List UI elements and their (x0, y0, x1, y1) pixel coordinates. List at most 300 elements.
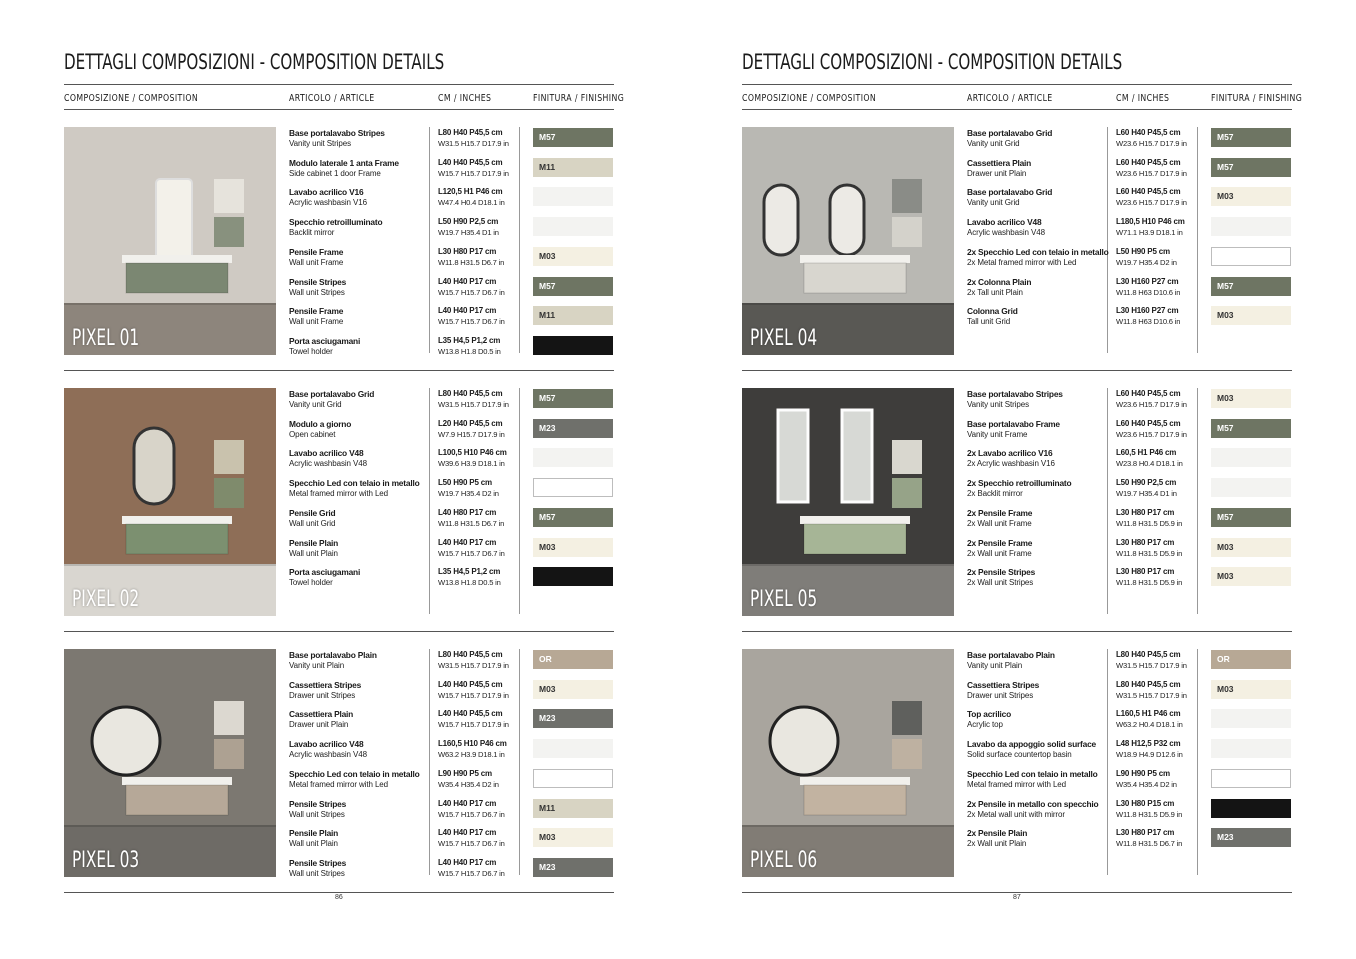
article-row (289, 217, 614, 247)
column-header-article: ARTICOLO / ARTICLE (289, 93, 375, 104)
finish-swatch (533, 538, 613, 557)
article-name-it: Cassettiera Stripes (967, 679, 1040, 690)
finish-swatch (533, 187, 613, 206)
article-row (289, 187, 614, 217)
article-row (289, 508, 614, 538)
article-row (289, 128, 614, 158)
dimensions-cm: L180,5 H10 P46 cm (1116, 217, 1185, 227)
article-row (967, 508, 1292, 538)
finish-code: M57 (539, 280, 556, 291)
article-row (289, 709, 614, 739)
dimensions-inches: W15.7 H15.7 D6.7 in (438, 868, 505, 878)
dimensions-cm: L100,5 H10 P46 cm (438, 448, 507, 458)
finish-swatch (1211, 739, 1291, 758)
page-title: DETTAGLI COMPOSIZIONI - COMPOSITION DETAILS (742, 50, 1123, 74)
dimensions-inches: W31.5 H15.7 D17.9 in (1116, 690, 1187, 700)
article-name-en: 2x Wall unit Stripes (967, 578, 1034, 588)
finish-swatch (1211, 567, 1291, 586)
dimensions-inches: W15.7 H15.7 D17.9 in (438, 690, 509, 700)
dimensions-inches: W11.8 H31.5 D5.9 in (1116, 548, 1183, 558)
article-row (967, 828, 1292, 858)
article-name-it: Pensile Frame (289, 306, 344, 317)
footer-rule (742, 892, 1292, 893)
finish-code: M57 (539, 511, 556, 522)
article-name-it: Cassettiera Plain (289, 709, 354, 720)
dimensions-cm: L35 H4,5 P1,2 cm (438, 567, 501, 577)
composition-photo (742, 649, 954, 877)
dimensions-inches: W11.8 H31.5 D6.7 in (1116, 839, 1183, 849)
block-divider (64, 631, 614, 632)
composition-block (742, 127, 1292, 355)
dimensions-cm: L120,5 H1 P46 cm (438, 187, 503, 197)
dimensions-inches: W11.8 H31.5 D5.9 in (1116, 578, 1183, 588)
page-title: DETTAGLI COMPOSIZIONI - COMPOSITION DETAILS (64, 50, 445, 74)
finish-code: M57 (1217, 132, 1234, 142)
dimensions-inches: W23.6 H15.7 D17.9 in (1116, 400, 1187, 409)
article-name-en: Metal framed mirror with Led (289, 779, 389, 789)
article-row (967, 739, 1292, 769)
page-number: 87 (1013, 894, 1021, 901)
dimensions-cm: L30 H80 P15 cm (1116, 798, 1175, 808)
finish-swatch (533, 247, 613, 266)
dimensions-inches: W63.2 H3.9 D18.1 in (438, 750, 505, 760)
dimensions-inches: W23.6 H15.7 D17.9 in (1116, 139, 1187, 148)
article-row (289, 336, 614, 366)
article-name-en: Wall unit Frame (289, 257, 344, 267)
article-name-en: Metal framed mirror with Led (289, 489, 389, 499)
composition-photo (64, 388, 276, 616)
dimensions-cm: L30 H80 P17 cm (1116, 567, 1175, 577)
article-name-it: Cassettiera Stripes (289, 679, 362, 690)
finish-swatch (533, 680, 613, 699)
article-name-it: 2x Lavabo acrilico V16 (967, 448, 1053, 459)
finish-swatch (1211, 277, 1291, 296)
dimensions-cm: L90 H90 P5 cm (438, 768, 492, 778)
dimensions-inches: W15.7 H15.7 D6.7 in (438, 548, 505, 558)
article-name-en: Vanity unit Frame (967, 429, 1028, 439)
article-row (289, 567, 614, 597)
finish-swatch (1211, 419, 1291, 438)
dimensions-inches: W11.8 H63 D10.6 in (1116, 317, 1181, 327)
article-name-it: Base portalavabo Plain (289, 650, 377, 660)
article-name-it: 2x Specchio retroilluminato (967, 478, 1072, 489)
finish-code: M11 (539, 161, 556, 172)
article-name-en: Metal framed mirror with Led (967, 779, 1067, 789)
dimensions-inches: W31.5 H15.7 D17.9 in (438, 139, 509, 148)
dimensions-cm: L20 H40 P45,5 cm (438, 418, 503, 428)
article-name-it: Top acrilico (967, 709, 1011, 720)
finish-code: M03 (1217, 191, 1234, 202)
article-row (967, 769, 1292, 799)
article-name-it: Base portalavabo Frame (967, 418, 1060, 429)
finish-swatch (533, 419, 613, 438)
article-name-en: Drawer unit Stripes (289, 690, 356, 700)
article-name-it: 2x Colonna Plain (967, 276, 1032, 287)
footer-rule (64, 892, 614, 893)
dimensions-inches: W23.6 H15.7 D17.9 in (1116, 198, 1187, 208)
article-name-en: Drawer unit Stripes (967, 690, 1034, 700)
dimensions-inches: W35.4 H35.4 D2 in (438, 779, 499, 789)
article-name-it: Porta asciugamani (289, 567, 361, 578)
article-name-en: Vanity unit Grid (967, 139, 1020, 148)
dimensions-inches: W13.8 H1.8 D0.5 in (438, 346, 501, 356)
article-row (967, 247, 1292, 277)
header-underline (742, 109, 1292, 110)
composition-block (64, 649, 614, 877)
article-name-it: Base portalavabo Grid (289, 389, 375, 399)
article-name-it: Base portalavabo Stripes (289, 128, 385, 138)
dimensions-inches: W31.5 H15.7 D17.9 in (1116, 661, 1187, 670)
finish-code: M57 (1217, 511, 1234, 522)
article-name-en: Vanity unit Plain (967, 661, 1023, 670)
finish-swatch (1211, 247, 1291, 266)
finish-swatch (533, 650, 613, 669)
finish-swatch (533, 306, 613, 325)
column-header-composition: COMPOSIZIONE / COMPOSITION (742, 93, 877, 104)
article-name-en: Wall unit Stripes (289, 809, 345, 819)
article-name-en: Wall unit Stripes (289, 287, 345, 297)
dimensions-inches: W63.2 H0.4 D18.1 in (1116, 720, 1183, 730)
catalog-page-right (742, 0, 1302, 959)
article-row (967, 419, 1292, 449)
dimensions-cm: L40 H40 P17 cm (438, 857, 497, 867)
article-name-it: Pensile Grid (289, 507, 336, 518)
article-name-en: 2x Metal framed mirror with Led (967, 257, 1077, 267)
dimensions-cm: L50 H90 P2,5 cm (438, 217, 499, 227)
dimensions-cm: L60 H40 P45,5 cm (1116, 389, 1181, 398)
article-row (967, 799, 1292, 829)
dimensions-cm: L160,5 H10 P46 cm (438, 739, 507, 749)
finish-code: M03 (1217, 541, 1234, 552)
header-rule (64, 84, 614, 85)
dimensions-cm: L60 H40 P45,5 cm (1116, 128, 1181, 137)
article-name-it: Lavabo acrilico V48 (967, 217, 1042, 228)
finish-swatch (533, 336, 613, 355)
dimensions-cm: L80 H40 P45,5 cm (438, 650, 503, 659)
dimensions-cm: L40 H40 P45,5 cm (438, 709, 503, 719)
article-row (967, 478, 1292, 508)
article-row (967, 448, 1292, 478)
finish-code: M11 (539, 310, 556, 321)
article-row (289, 389, 614, 419)
dimensions-cm: L48 H12,5 P32 cm (1116, 739, 1181, 749)
finish-swatch (1211, 217, 1291, 236)
dimensions-cm: L30 H80 P17 cm (1116, 507, 1175, 517)
article-name-it: Pensile Plain (289, 828, 339, 839)
article-name-it: Pensile Frame (289, 246, 344, 257)
article-name-it: Pensile Stripes (289, 798, 347, 809)
article-name-en: 2x Acrylic washbasin V16 (967, 459, 1055, 469)
dimensions-cm: L40 H80 P17 cm (438, 507, 497, 517)
article-name-it: Specchio Led con telaio in metallo (289, 768, 420, 779)
article-name-en: 2x Backlit mirror (967, 489, 1023, 499)
article-row (967, 158, 1292, 188)
dimensions-inches: W23.8 H0.4 D18.1 in (1116, 459, 1183, 469)
dimensions-inches: W11.8 H31.5 D6.7 in (438, 257, 505, 267)
article-name-en: Wall unit Plain (289, 548, 338, 558)
column-header-finishing: FINITURA / FINISHING (1211, 93, 1303, 104)
dimensions-cm: L60 H40 P45,5 cm (1116, 418, 1181, 428)
dimensions-inches: W11.8 H31.5 D6.7 in (438, 518, 505, 528)
finish-swatch (533, 277, 613, 296)
article-name-it: Base portalavabo Stripes (967, 389, 1063, 399)
dimensions-inches: W39.6 H3.9 D18.1 in (438, 459, 505, 469)
article-name-en: Wall unit Frame (289, 317, 344, 327)
finish-code: M03 (539, 541, 556, 552)
dimensions-cm: L40 H40 P17 cm (438, 306, 497, 316)
dimensions-inches: W35.4 H35.4 D2 in (1116, 779, 1177, 789)
article-name-en: Towel holder (289, 346, 333, 356)
finish-code: M11 (539, 802, 556, 813)
article-name-en: Tall unit Grid (967, 317, 1011, 327)
finish-swatch (533, 217, 613, 236)
article-name-en: Backlit mirror (289, 228, 335, 238)
article-name-en: Acrylic top (967, 720, 1003, 730)
block-divider (64, 370, 614, 371)
article-name-en: 2x Metal wall unit with mirror (967, 809, 1065, 819)
article-row (967, 217, 1292, 247)
catalog-page-left (64, 0, 624, 959)
dimensions-inches: W31.5 H15.7 D17.9 in (438, 661, 509, 670)
block-divider (742, 631, 1292, 632)
article-row (289, 799, 614, 829)
finish-swatch (1211, 650, 1291, 669)
finish-code: M23 (539, 713, 556, 724)
composition-label: PIXEL 06 (750, 848, 818, 873)
composition-label: PIXEL 02 (72, 587, 140, 612)
dimensions-inches: W15.7 H15.7 D17.9 in (438, 168, 509, 178)
article-row (967, 709, 1292, 739)
dimensions-cm: L50 H90 P2,5 cm (1116, 478, 1177, 488)
finish-code: M03 (539, 832, 556, 843)
finish-swatch (1211, 828, 1291, 847)
article-row (289, 680, 614, 710)
article-row (967, 389, 1292, 419)
composition-block (742, 388, 1292, 616)
article-row (967, 567, 1292, 597)
finish-code: M03 (1217, 393, 1234, 403)
dimensions-cm: L40 H40 P17 cm (438, 276, 497, 286)
dimensions-inches: W19.7 H35.4 D1 in (1116, 489, 1177, 499)
dimensions-cm: L90 H90 P5 cm (1116, 768, 1170, 778)
article-row (967, 680, 1292, 710)
article-row (967, 277, 1292, 307)
composition-label: PIXEL 05 (750, 587, 818, 612)
finish-code: M03 (1217, 683, 1234, 694)
composition-label: PIXEL 01 (72, 326, 140, 351)
article-name-en: Vanity unit Grid (967, 198, 1020, 208)
article-name-it: Pensile Plain (289, 537, 339, 548)
finish-swatch (533, 739, 613, 758)
finish-swatch (1211, 508, 1291, 527)
finish-swatch (1211, 769, 1291, 788)
finish-swatch (533, 128, 613, 147)
article-name-en: Vanity unit Grid (289, 400, 342, 409)
article-name-en: Side cabinet 1 door Frame (289, 168, 381, 178)
article-name-en: Acrylic washbasin V48 (967, 228, 1045, 238)
dimensions-inches: W15.7 H15.7 D17.9 in (438, 720, 509, 730)
finish-swatch (533, 709, 613, 728)
article-row (289, 277, 614, 307)
finish-code: M03 (1217, 571, 1234, 582)
article-name-it: Lavabo da appoggio solid surface (967, 739, 1097, 750)
finish-swatch (1211, 158, 1291, 177)
dimensions-inches: W19.7 H35.4 D2 in (438, 489, 499, 499)
dimensions-inches: W7.9 H15.7 D17.9 in (438, 429, 505, 439)
dimensions-cm: L80 H40 P45,5 cm (1116, 679, 1181, 689)
finish-swatch (1211, 478, 1291, 497)
article-name-it: Pensile Stripes (289, 276, 347, 287)
article-name-en: 2x Wall unit Plain (967, 839, 1027, 849)
article-name-en: Vanity unit Stripes (967, 400, 1029, 409)
dimensions-cm: L80 H40 P45,5 cm (438, 389, 503, 398)
finish-code: OR (1217, 654, 1230, 664)
finish-swatch (1211, 799, 1291, 818)
column-header-article: ARTICOLO / ARTICLE (967, 93, 1053, 104)
finish-swatch (533, 158, 613, 177)
finish-swatch (533, 448, 613, 467)
finish-swatch (1211, 538, 1291, 557)
dimensions-inches: W15.7 H15.7 D6.7 in (438, 839, 505, 849)
finish-code: M57 (539, 393, 556, 403)
dimensions-inches: W15.7 H15.7 D6.7 in (438, 287, 505, 297)
composition-block (64, 388, 614, 616)
article-row (289, 419, 614, 449)
dimensions-cm: L30 H80 P17 cm (438, 246, 497, 256)
dimensions-cm: L60 H40 P45,5 cm (1116, 157, 1181, 167)
dimensions-inches: W23.6 H15.7 D17.9 in (1116, 429, 1187, 439)
dimensions-cm: L40 H40 P17 cm (438, 798, 497, 808)
finish-swatch (533, 389, 613, 408)
finish-code: M03 (539, 683, 556, 694)
dimensions-cm: L40 H40 P45,5 cm (438, 157, 503, 167)
dimensions-cm: L40 H40 P17 cm (438, 537, 497, 547)
dimensions-cm: L80 H40 P45,5 cm (438, 128, 503, 137)
article-name-en: Wall unit Plain (289, 839, 338, 849)
article-name-it: 2x Pensile Plain (967, 828, 1028, 839)
finish-swatch (1211, 680, 1291, 699)
dimensions-inches: W13.8 H1.8 D0.5 in (438, 578, 501, 588)
finish-swatch (1211, 389, 1291, 408)
finish-code: M03 (1217, 310, 1234, 321)
article-row (289, 158, 614, 188)
article-name-it: 2x Pensile Frame (967, 507, 1033, 518)
article-name-it: Modulo laterale 1 anta Frame (289, 157, 399, 168)
article-row (289, 858, 614, 888)
article-name-en: Drawer unit Plain (289, 720, 349, 730)
dimensions-inches: W47.4 H0.4 D18.1 in (438, 198, 505, 208)
dimensions-inches: W18.9 H4.9 D12.6 in (1116, 750, 1183, 760)
finish-code: M03 (539, 250, 556, 261)
article-name-it: Specchio retroilluminato (289, 217, 383, 228)
dimensions-cm: L35 H4,5 P1,2 cm (438, 335, 501, 345)
dimensions-cm: L80 H40 P45,5 cm (1116, 650, 1181, 659)
article-name-en: Drawer unit Plain (967, 168, 1027, 178)
article-name-it: Specchio Led con telaio in metallo (967, 768, 1098, 779)
article-name-it: Pensile Stripes (289, 857, 347, 868)
article-row (289, 769, 614, 799)
finish-code: M23 (1217, 832, 1234, 843)
dimensions-inches: W11.8 H31.5 D5.9 in (1116, 518, 1183, 528)
composition-label: PIXEL 03 (72, 848, 140, 873)
article-name-en: Acrylic washbasin V48 (289, 459, 367, 469)
finish-code: M57 (1217, 280, 1234, 291)
column-header-dimensions: CM / INCHES (438, 93, 492, 104)
article-name-en: Open cabinet (289, 429, 336, 439)
dimensions-inches: W71.1 H3.9 D18.1 in (1116, 228, 1183, 238)
article-name-it: 2x Pensile in metallo con specchio (967, 798, 1099, 809)
article-name-en: Vanity unit Plain (289, 661, 345, 670)
article-name-en: 2x Wall unit Frame (967, 548, 1032, 558)
article-name-en: Wall unit Stripes (289, 868, 345, 878)
block-divider (742, 370, 1292, 371)
article-name-it: Base portalavabo Plain (967, 650, 1055, 660)
column-header-finishing: FINITURA / FINISHING (533, 93, 625, 104)
finish-swatch (1211, 306, 1291, 325)
article-row (289, 247, 614, 277)
finish-swatch (1211, 128, 1291, 147)
dimensions-inches: W23.6 H15.7 D17.9 in (1116, 168, 1187, 178)
article-name-en: 2x Wall unit Frame (967, 518, 1032, 528)
article-name-it: Lavabo acrilico V16 (289, 187, 364, 198)
article-row (967, 187, 1292, 217)
finish-swatch (1211, 709, 1291, 728)
article-name-it: 2x Specchio Led con telaio in metallo (967, 246, 1109, 257)
finish-code: OR (539, 654, 552, 664)
dimensions-inches: W15.7 H15.7 D6.7 in (438, 809, 505, 819)
dimensions-inches: W19.7 H35.4 D2 in (1116, 257, 1177, 267)
finish-swatch (533, 799, 613, 818)
article-name-it: Porta asciugamani (289, 335, 361, 346)
dimensions-cm: L30 H80 P17 cm (1116, 828, 1175, 838)
article-row (289, 538, 614, 568)
article-name-it: 2x Pensile Frame (967, 537, 1033, 548)
article-row (289, 739, 614, 769)
dimensions-cm: L30 H160 P27 cm (1116, 276, 1179, 286)
article-row (289, 650, 614, 680)
column-header-composition: COMPOSIZIONE / COMPOSITION (64, 93, 199, 104)
finish-swatch (533, 858, 613, 877)
article-name-it: Lavabo acrilico V48 (289, 739, 364, 750)
composition-photo (742, 388, 954, 616)
dimensions-inches: W31.5 H15.7 D17.9 in (438, 400, 509, 409)
header-rule (742, 84, 1292, 85)
finish-swatch (533, 567, 613, 586)
page-number: 86 (335, 894, 343, 901)
finish-code: M57 (539, 132, 556, 142)
dimensions-cm: L50 H90 P5 cm (438, 478, 492, 488)
finish-code: M23 (539, 861, 556, 872)
finish-swatch (533, 478, 613, 497)
article-name-en: Towel holder (289, 578, 333, 588)
article-row (289, 478, 614, 508)
article-name-it: Modulo a giorno (289, 418, 352, 429)
finish-swatch (1211, 448, 1291, 467)
dimensions-cm: L50 H90 P5 cm (1116, 246, 1170, 256)
dimensions-cm: L40 H40 P45,5 cm (438, 679, 503, 689)
article-name-it: Specchio Led con telaio in metallo (289, 478, 420, 489)
dimensions-cm: L30 H80 P17 cm (1116, 537, 1175, 547)
dimensions-cm: L160,5 H1 P46 cm (1116, 709, 1181, 719)
composition-label: PIXEL 04 (750, 326, 818, 351)
dimensions-inches: W11.8 H63 D10.6 in (1116, 287, 1181, 297)
composition-photo (64, 649, 276, 877)
article-name-en: Vanity unit Stripes (289, 139, 351, 148)
composition-photo (742, 127, 954, 355)
article-row (967, 128, 1292, 158)
composition-photo (64, 127, 276, 355)
article-name-it: Base portalavabo Grid (967, 187, 1053, 198)
